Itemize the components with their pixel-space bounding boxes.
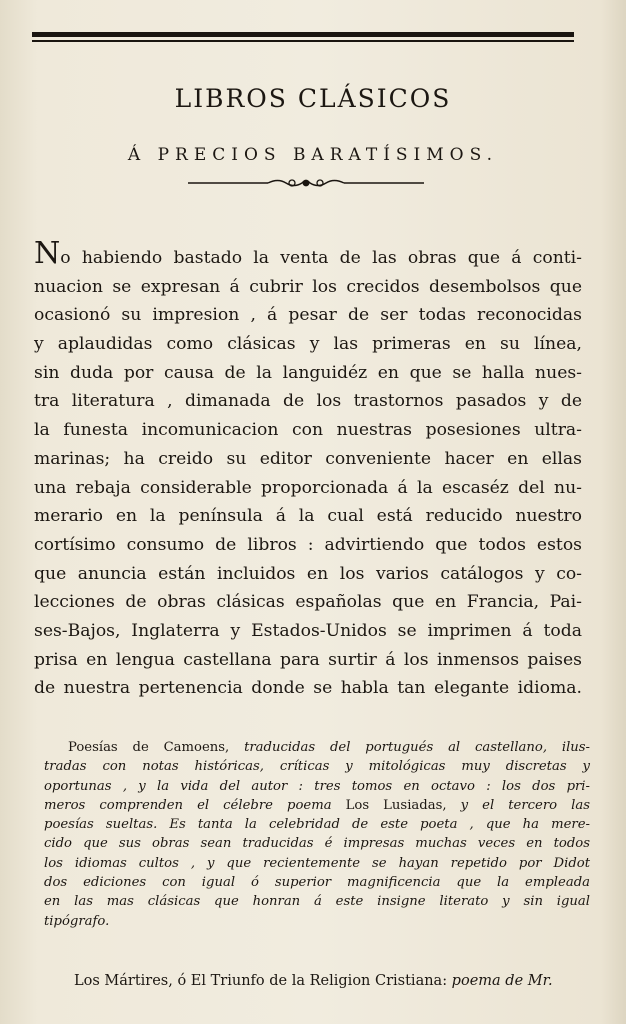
drop-capital: N [34,236,61,271]
text-line: No habiendo bastado la venta de las obras que á conti- [34,236,582,271]
entry-line: cido que sus obras sean traducidas é impresas muchas veces en todos [44,836,590,852]
entry-line: en las mas clásicas que honran á este insigne literato y sin igual [44,894,590,910]
text-line: tra literatura , dimanada de los trastornos pasados y de [34,391,582,412]
top-thick-rule [32,32,574,37]
text-line: merario en la península á la cual está reducido nuestro [34,506,582,527]
text-line: que anuncia están incluidos en los varios catálogos y co- [34,563,582,584]
entry-line: oportunas , y la vida del autor : tres tomos en octavo : los dos pri- [44,778,590,794]
text-line: lecciones de obras clásicas españolas que en Francia, Pai- [34,592,582,613]
text-line: ses-Bajos, Inglaterra y Estados-Unidos se imprimen á toda [34,620,582,641]
text-line: marinas; ha creido su editor conveniente hacer en ellas [34,448,582,469]
entry-line: tradas con notas históricas, críticas y mitológicas muy discretas y [44,759,590,775]
ornament-divider [188,176,424,190]
entry-line: los idiomas cultos , y que recientemente se hayan repetido por Didot [44,855,590,871]
top-thin-rule [32,40,574,42]
text-line: una rebaja considerable proporcionada á la escaséz del nu- [34,477,582,498]
text-line: ocasionó su impresion , á pesar de ser todas reconocidas [34,305,582,326]
page-title: LIBROS CLÁSICOS [174,84,452,113]
main-paragraph [34,236,582,703]
catalog-entry-martires: Los Mártires, ó El Triunfo de la Religion Cristiana: poema de Mr. [74,973,553,989]
text-line: cortísimo consumo de libros : advirtiendo que todos estos [34,534,582,555]
text-line: de nuestra pertenencia donde se habla tan elegante idioma. [34,678,582,699]
entry-line: dos ediciones con igual ó superior magnificencia que la empleada [44,875,590,891]
text-line: sin duda por causa de la languidéz en que se halla nues- [34,362,582,383]
text-line: nuacion se expresan á cubrir los crecidos desembolsos que [34,276,582,297]
catalog-entry-camoens [44,738,590,931]
text-line: prisa en lengua castellana para surtir á los inmensos paises [34,649,582,670]
entry-line: meros comprenden el célebre poema Los Lusiadas, y el tercero las [44,797,590,813]
entry-line: poesías sueltas. Es tanta la celebridad de este poeta , que ha mere- [44,817,590,833]
page-subtitle: Á PRECIOS BARATÍSIMOS. [127,145,499,165]
text-line: la funesta incomunicacion con nuestras posesiones ultra- [34,420,582,441]
entry-line: tipógrafo. [44,913,110,929]
text-line: y aplaudidas como clásicas y las primeras en su línea, [34,334,582,355]
entry-line: Poesías de Camoens, traducidas del portugués al castellano, ilus- [68,740,590,755]
